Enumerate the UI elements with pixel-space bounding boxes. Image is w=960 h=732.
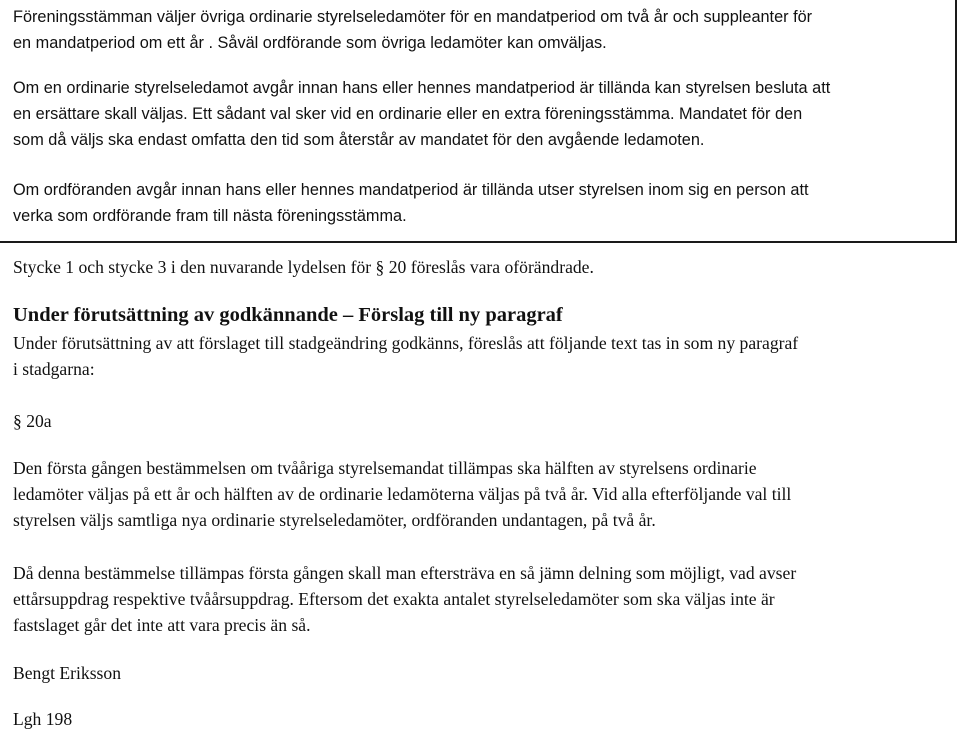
text-line: Då denna bestämmelse tillämpas första gången skall man eftersträva en så jämn delning som möjligt, vad avser <box>13 563 797 583</box>
intro-paragraph-1 <box>13 4 812 56</box>
text-line: Om ordföranden avgår innan hans eller hennes mandatperiod är tillända utser styrelsen inom sig en person att <box>13 181 809 199</box>
text-line: en mandatperiod om ett år . Såväl ordförande som övriga ledamöter kan omväljas. <box>13 34 607 52</box>
text-line: Stycke 1 och stycke 3 i den nuvarande lydelsen för § 20 föreslås vara oförändrade. <box>13 257 594 277</box>
intro-paragraph-2 <box>13 75 830 153</box>
rule-paragraph <box>13 455 791 533</box>
proposal-intro <box>13 330 798 382</box>
text-line: § 20a <box>13 411 52 431</box>
paragraph-label <box>13 408 52 434</box>
text-line: ettårsuppdrag respektive tvåårsuppdrag. Eftersom det exakta antalet styrelseledamöter som ska väljas inte är <box>13 589 775 609</box>
distribution-paragraph <box>13 560 796 638</box>
text-line: Om en ordinarie styrelseledamot avgår innan hans eller hennes mandatperiod är tillända kan styrelsen besluta att <box>13 79 831 97</box>
text-line: fastslaget går det inte att vara precis än så. <box>13 615 311 635</box>
text-line: i stadgarna: <box>13 359 95 379</box>
text-line: verka som ordförande fram till nästa föreningsstämma. <box>13 207 407 225</box>
stycke-note <box>13 254 594 280</box>
text-line: Under förutsättning av att förslaget till stadgeändring godkänns, föreslås att följande text tas in som ny paragraf <box>13 333 799 353</box>
text-line: Föreningsstämman väljer övriga ordinarie styrelseledamöter för en mandatperiod om två år och suppleanter för <box>13 8 813 26</box>
signature-name <box>13 660 121 686</box>
text-line: Bengt Eriksson <box>13 663 122 683</box>
text-line: Lgh 198 <box>13 709 73 729</box>
text-line: ledamöter väljas på ett år och hälften av de ordinarie ledamöterna väljas på två år. Vid alla efterföljande val till <box>13 484 792 504</box>
section-heading: Under förutsättning av godkännande – Förslag till ny paragraf <box>13 304 563 326</box>
text-line: en ersättare skall väljas. Ett sådant val sker vid en ordinarie eller en extra föreningsstämma. Mandatet för den <box>13 105 803 123</box>
signature-location <box>13 706 72 732</box>
text-line: Den första gången bestämmelsen om tvååriga styrelsemandat tillämpas ska hälften av styrelsens ordinarie <box>13 458 757 478</box>
text-line: som då väljs ska endast omfatta den tid som återstår av mandatet för den avgående ledamoten. <box>13 131 705 149</box>
intro-paragraph-3 <box>13 177 809 229</box>
text-line: styrelsen väljs samtliga nya ordinarie styrelseledamöter, ordföranden undantagen, på två år. <box>13 510 656 530</box>
